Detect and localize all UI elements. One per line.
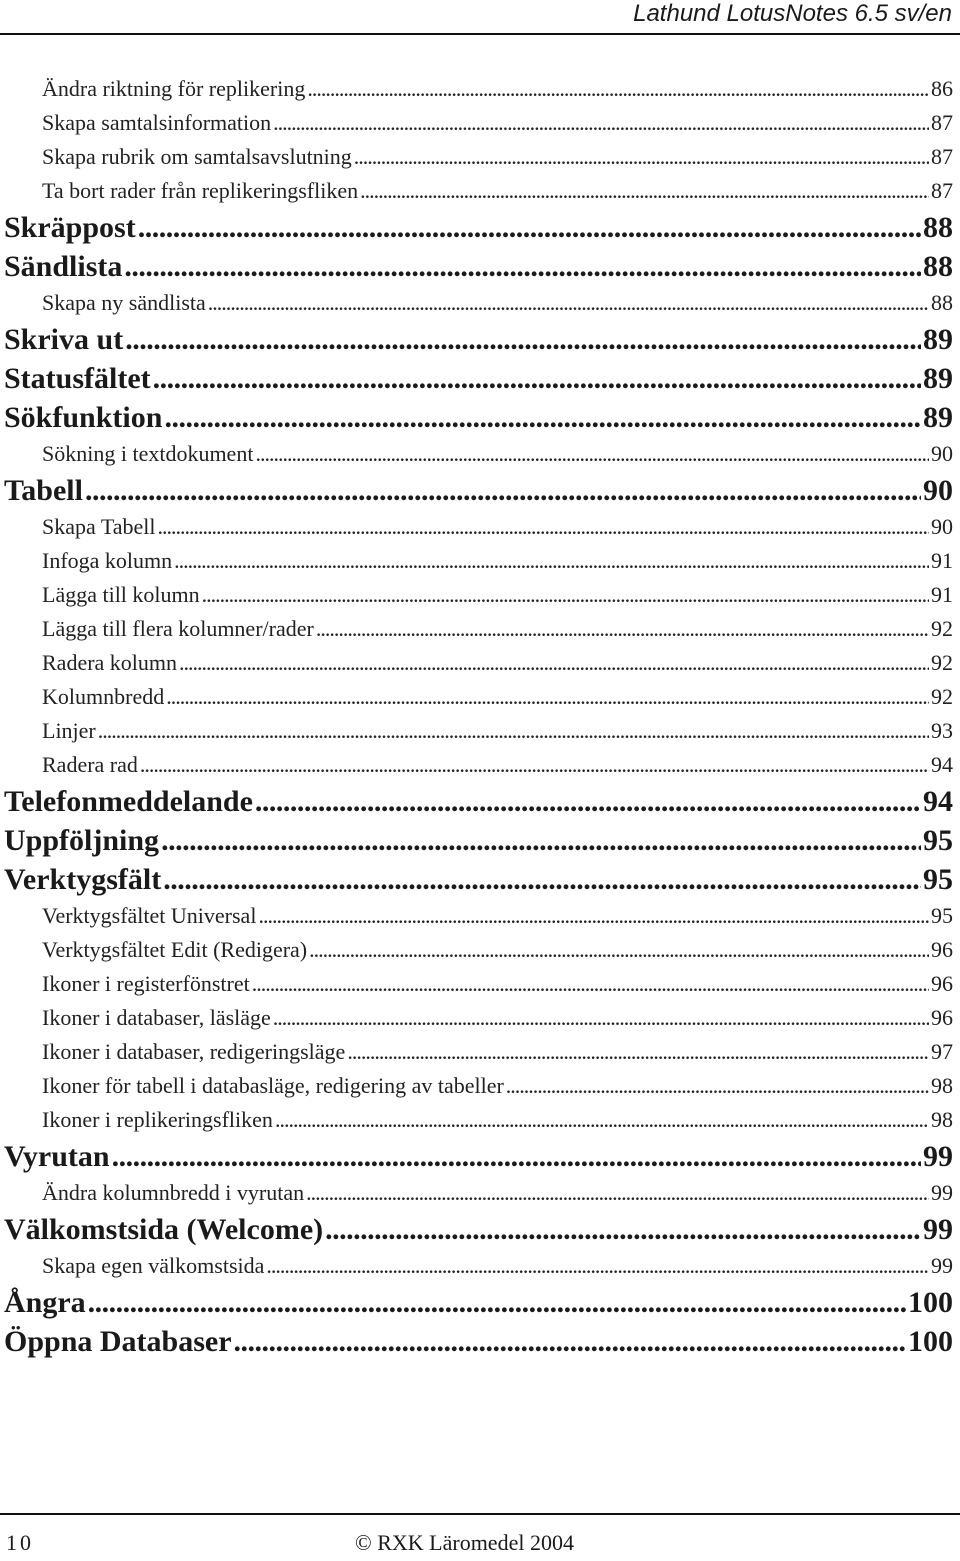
toc-section-entry[interactable]: [0, 247, 953, 286]
toc-dot-leader: [306, 1176, 929, 1210]
toc-section-entry[interactable]: [0, 860, 953, 899]
toc-entry-page-number: 97: [931, 1035, 953, 1069]
toc-entry-title: Sökfunktion: [4, 398, 162, 437]
toc-dot-leader: [208, 286, 929, 320]
footer-page-number: 10: [6, 1530, 34, 1555]
toc-entry-page-number: 93: [931, 714, 953, 748]
toc-dot-leader: [88, 1283, 906, 1322]
toc-entry-title: Skapa egen välkomstsida: [42, 1249, 264, 1283]
toc-section-entry[interactable]: [0, 1283, 953, 1322]
toc-subsection-entry[interactable]: [0, 899, 953, 933]
toc-dot-leader: [309, 933, 929, 967]
toc-entry-page-number: 90: [931, 510, 953, 544]
toc-subsection-entry[interactable]: [0, 1001, 953, 1035]
toc-entry-title: Skriva ut: [4, 320, 123, 359]
toc-subsection-entry[interactable]: [0, 72, 953, 106]
toc-entry-title: Verktygsfältet Edit (Redigera): [42, 933, 307, 967]
toc-entry-page-number: 87: [931, 140, 953, 174]
toc-section-entry[interactable]: [0, 1137, 953, 1176]
toc-entry-page-number: 99: [923, 1137, 953, 1176]
toc-entry-title: Verktygsfält: [4, 860, 161, 899]
toc-entry-title: Skapa ny sändlista: [42, 286, 206, 320]
toc-dot-leader: [234, 1322, 906, 1361]
document-header-title: Lathund LotusNotes 6.5 sv/en: [633, 0, 952, 27]
toc-dot-leader: [161, 821, 921, 860]
toc-entry-page-number: 89: [923, 359, 953, 398]
toc-subsection-entry[interactable]: [0, 1035, 953, 1069]
toc-entry-page-number: 95: [923, 860, 953, 899]
toc-entry-page-number: 90: [931, 437, 953, 471]
toc-entry-title: Sändlista: [4, 247, 122, 286]
footer-rule: [0, 1513, 960, 1515]
toc-entry-title: Sökning i textdokument: [42, 437, 253, 471]
toc-dot-leader: [252, 967, 929, 1001]
toc-entry-page-number: 89: [923, 320, 953, 359]
toc-section-entry[interactable]: [0, 208, 953, 247]
toc-entry-page-number: 87: [931, 174, 953, 208]
toc-entry-page-number: 89: [923, 398, 953, 437]
toc-section-entry[interactable]: [0, 1210, 953, 1249]
toc-dot-leader: [275, 1103, 929, 1137]
toc-dot-leader: [360, 174, 929, 208]
toc-entry-title: Tabell: [4, 471, 83, 510]
toc-entry-title: Radera rad: [42, 748, 138, 782]
toc-dot-leader: [174, 544, 929, 578]
toc-entry-title: Lägga till kolumn: [42, 578, 200, 612]
toc-dot-leader: [266, 1249, 929, 1283]
toc-entry-page-number: 91: [931, 544, 953, 578]
toc-entry-title: Skapa samtalsinformation: [42, 106, 271, 140]
toc-dot-leader: [179, 646, 929, 680]
toc-subsection-entry[interactable]: [0, 286, 953, 320]
toc-dot-leader: [273, 1001, 929, 1035]
toc-entry-title: Ändra riktning för replikering: [42, 72, 305, 106]
toc-entry-page-number: 96: [931, 933, 953, 967]
toc-entry-page-number: 88: [931, 286, 953, 320]
toc-dot-leader: [506, 1069, 929, 1103]
toc-dot-leader: [166, 680, 929, 714]
toc-entry-title: Verktygsfältet Universal: [42, 899, 256, 933]
toc-entry-title: Radera kolumn: [42, 646, 177, 680]
toc-entry-title: Skapa rubrik om samtalsavslutning: [42, 140, 352, 174]
toc-dot-leader: [163, 860, 921, 899]
toc-subsection-entry[interactable]: [0, 437, 953, 471]
toc-entry-title: Välkomstsida (Welcome): [4, 1210, 323, 1249]
toc-section-entry[interactable]: [0, 782, 953, 821]
toc-dot-leader: [138, 208, 921, 247]
toc-entry-title: Ikoner i databaser, redigeringsläge: [42, 1035, 345, 1069]
toc-entry-page-number: 91: [931, 578, 953, 612]
header-rule: [0, 33, 960, 35]
toc-entry-page-number: 87: [931, 106, 953, 140]
toc-entry-page-number: 88: [923, 208, 953, 247]
toc-entry-page-number: 95: [931, 899, 953, 933]
toc-dot-leader: [153, 359, 921, 398]
toc-entry-title: Infoga kolumn: [42, 544, 172, 578]
toc-entry-page-number: 88: [923, 247, 953, 286]
toc-entry-title: Ångra: [4, 1283, 86, 1322]
toc-entry-page-number: 94: [931, 748, 953, 782]
toc-subsection-entry[interactable]: [0, 1176, 953, 1210]
toc-dot-leader: [316, 612, 929, 646]
toc-section-entry[interactable]: [0, 320, 953, 359]
toc-entry-page-number: 96: [931, 967, 953, 1001]
toc-dot-leader: [255, 782, 921, 821]
toc-subsection-entry[interactable]: [0, 1069, 953, 1103]
toc-entry-title: Ta bort rader från replikeringsfliken: [42, 174, 358, 208]
toc-subsection-entry[interactable]: [0, 1103, 953, 1137]
toc-section-entry[interactable]: [0, 821, 953, 860]
table-of-contents: [0, 72, 953, 1361]
toc-subsection-entry[interactable]: [0, 680, 953, 714]
toc-entry-page-number: 99: [931, 1176, 953, 1210]
toc-entry-page-number: 100: [908, 1322, 953, 1361]
toc-dot-leader: [85, 471, 921, 510]
footer-copyright: © RXK Läromedel 2004: [355, 1530, 574, 1555]
toc-subsection-entry[interactable]: [0, 646, 953, 680]
toc-entry-page-number: 92: [931, 646, 953, 680]
toc-subsection-entry[interactable]: [0, 544, 953, 578]
toc-subsection-entry[interactable]: [0, 967, 953, 1001]
toc-entry-title: Ikoner i registerfönstret: [42, 967, 250, 1001]
toc-dot-leader: [202, 578, 929, 612]
toc-subsection-entry[interactable]: [0, 578, 953, 612]
toc-dot-leader: [164, 398, 921, 437]
toc-subsection-entry[interactable]: [0, 714, 953, 748]
toc-entry-page-number: 98: [931, 1103, 953, 1137]
toc-entry-title: Linjer: [42, 714, 96, 748]
toc-dot-leader: [158, 510, 929, 544]
toc-entry-page-number: 86: [931, 72, 953, 106]
toc-subsection-entry[interactable]: [0, 106, 953, 140]
toc-dot-leader: [255, 437, 929, 471]
toc-entry-page-number: 99: [931, 1249, 953, 1283]
toc-entry-title: Skapa Tabell: [42, 510, 156, 544]
toc-subsection-entry[interactable]: [0, 140, 953, 174]
toc-entry-page-number: 96: [931, 1001, 953, 1035]
toc-dot-leader: [258, 899, 929, 933]
toc-entry-title: Ändra kolumnbredd i vyrutan: [42, 1176, 304, 1210]
toc-section-entry[interactable]: [0, 359, 953, 398]
toc-dot-leader: [125, 320, 921, 359]
toc-entry-page-number: 94: [923, 782, 953, 821]
toc-entry-page-number: 99: [923, 1210, 953, 1249]
toc-entry-page-number: 98: [931, 1069, 953, 1103]
toc-entry-title: Telefonmeddelande: [4, 782, 253, 821]
toc-subsection-entry[interactable]: [0, 933, 953, 967]
toc-entry-title: Ikoner i databaser, läsläge: [42, 1001, 271, 1035]
toc-entry-title: Statusfältet: [4, 359, 151, 398]
toc-subsection-entry[interactable]: [0, 510, 953, 544]
toc-dot-leader: [307, 72, 929, 106]
toc-entry-page-number: 95: [923, 821, 953, 860]
toc-dot-leader: [124, 247, 921, 286]
toc-subsection-entry[interactable]: [0, 174, 953, 208]
toc-subsection-entry[interactable]: [0, 748, 953, 782]
toc-subsection-entry[interactable]: [0, 1249, 953, 1283]
toc-section-entry[interactable]: [0, 398, 953, 437]
toc-entry-page-number: 92: [931, 612, 953, 646]
toc-entry-title: Ikoner för tabell i databasläge, redigering av tabeller: [42, 1069, 504, 1103]
toc-entry-title: Ikoner i replikeringsfliken: [42, 1103, 273, 1137]
toc-dot-leader: [354, 140, 929, 174]
toc-entry-title: Kolumnbredd: [42, 680, 164, 714]
toc-dot-leader: [98, 714, 929, 748]
toc-entry-page-number: 92: [931, 680, 953, 714]
toc-entry-title: Vyrutan: [4, 1137, 110, 1176]
toc-dot-leader: [140, 748, 929, 782]
toc-entry-title: Öppna Databaser: [4, 1322, 232, 1361]
toc-dot-leader: [273, 106, 929, 140]
toc-entry-title: Skräppost: [4, 208, 136, 247]
toc-dot-leader: [347, 1035, 929, 1069]
toc-dot-leader: [325, 1210, 921, 1249]
toc-entry-title: Uppföljning: [4, 821, 159, 860]
toc-entry-title: Lägga till flera kolumner/rader: [42, 612, 314, 646]
toc-subsection-entry[interactable]: [0, 612, 953, 646]
toc-dot-leader: [112, 1137, 921, 1176]
toc-section-entry[interactable]: [0, 1322, 953, 1361]
toc-section-entry[interactable]: [0, 471, 953, 510]
toc-entry-page-number: 90: [923, 471, 953, 510]
toc-entry-page-number: 100: [908, 1283, 953, 1322]
